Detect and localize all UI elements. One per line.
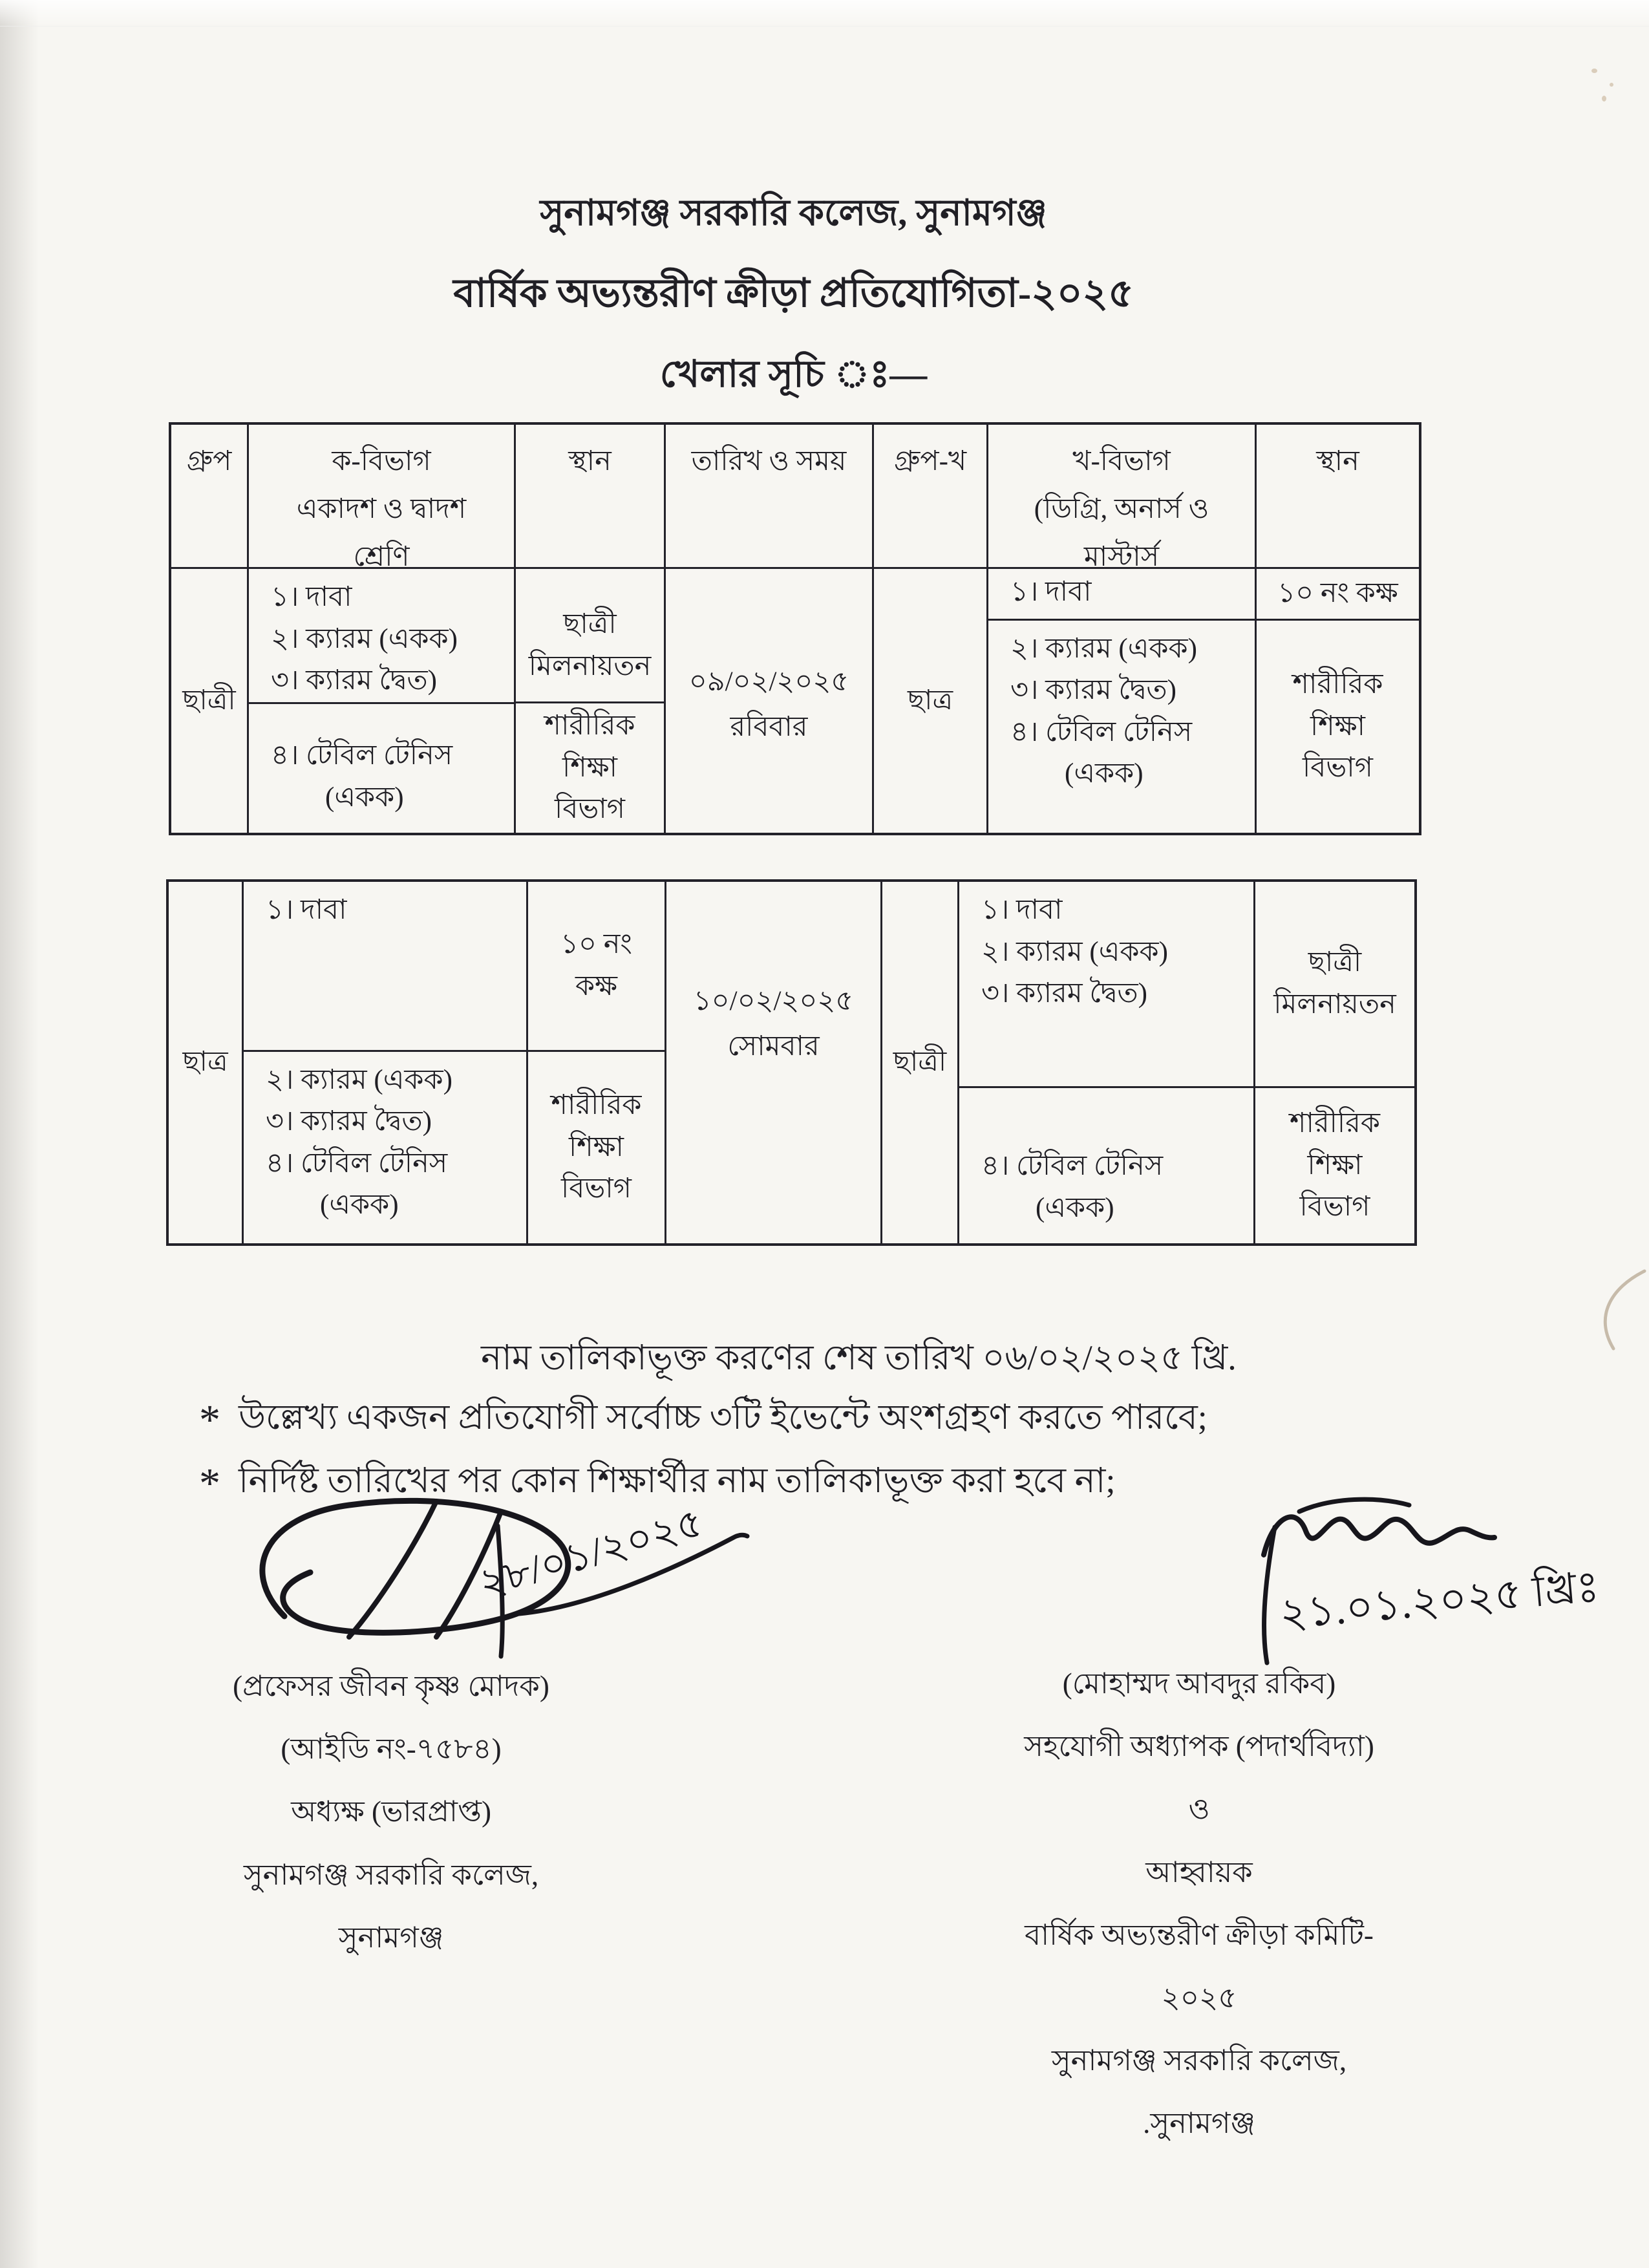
venue-line: বিভাগ	[1303, 753, 1373, 784]
venue-line: শিক্ষা	[562, 752, 618, 783]
venue-line: ছাত্রী	[1308, 947, 1362, 978]
registration-deadline-note: নাম তালিকাভূক্ত করণের শেষ তারিখ ০৬/০২/২০২৫ খ্রি.	[481, 1338, 1237, 1377]
header-group-ka	[171, 425, 247, 567]
event-item: ২। ক্যারম (একক)	[271, 623, 458, 654]
header-venue-kha	[1255, 425, 1419, 567]
event-title: বার্ষিক অভ্যন্তরীণ ক্রীড়া প্রতিযোগিতা-২০২৫	[453, 272, 1134, 316]
event-item: (একক)	[1036, 1192, 1114, 1223]
header-label: স্থান	[1316, 446, 1359, 476]
scan-left-edge-shadow	[0, 0, 39, 2268]
note-bullet-1	[199, 1390, 1207, 1448]
venue-value	[1257, 621, 1419, 833]
venue-line: বিভাগ	[561, 1173, 632, 1204]
venue-line: মিলনায়তন	[1273, 989, 1396, 1020]
header-label: তারিখ ও সময়	[691, 446, 847, 476]
date-value: ১০/০২/২০২৫	[693, 986, 854, 1016]
event-item: ২। ক্যারম (একক)	[981, 936, 1168, 967]
t1-events-kha-cell	[986, 567, 1255, 833]
venue-line: ১০ নং	[560, 929, 632, 960]
header-label: গ্রুপ-খ	[893, 446, 967, 476]
venue-value	[516, 569, 664, 703]
event-item: ৪। টেবিল টেনিস	[981, 1151, 1164, 1181]
day-value: সোমবার	[727, 1031, 820, 1062]
venue-line: বিভাগ	[1299, 1192, 1370, 1223]
conjunction: ও	[1188, 1793, 1210, 1826]
signer-role: আহ্বায়ক	[1145, 1856, 1253, 1888]
header-label: ক-বিভাগ	[332, 446, 431, 476]
t2-venue-ka-cell	[526, 882, 665, 1243]
group-value: ছাত্রী	[893, 1047, 947, 1078]
venue-line: বিভাগ	[555, 794, 625, 825]
event-item: ৩। ক্যারম দ্বৈত)	[266, 1106, 432, 1137]
venue-line: ছাত্রী	[563, 609, 617, 640]
event-item: ২। ক্যারম (একক)	[266, 1064, 452, 1095]
convener-signature-date: ২১.০১.২০২৫ খ্রিঃ	[1277, 1563, 1601, 1639]
venue-line: ১০ নং কক্ষ	[1277, 578, 1398, 609]
header-group-kha	[872, 425, 986, 567]
venue-value	[1255, 1088, 1414, 1243]
date-value: ০৯/০২/২০২৫	[688, 667, 849, 697]
venue-value	[528, 882, 665, 1052]
header-label: স্থান	[568, 446, 612, 476]
events-list	[959, 882, 1253, 1088]
signer-org: সুনামগঞ্জ	[338, 1921, 444, 1954]
t1-venue-ka-cell	[514, 567, 664, 833]
events-list	[244, 1052, 526, 1243]
event-item: ৪। টেবিল টেনিস	[1010, 716, 1193, 747]
venue-line: শারীরিক	[1292, 669, 1383, 700]
venue-value	[528, 1052, 665, 1243]
note-text: উল্লেখ্য একজন প্রতিযোগী সর্বোচ্চ ৩টি ইভেন্টে অংশগ্রহণ করতে পারবে;	[239, 1398, 1207, 1437]
venue-line: শারীরিক	[551, 1090, 642, 1121]
t2-datetime-cell	[665, 882, 880, 1243]
college-name-title: সুনামগঞ্জ সরকারি কলেজ, সুনামগঞ্জ	[540, 193, 1047, 233]
venue-line: শিক্ষা	[1310, 711, 1366, 742]
header-label: একাদশ ও দ্বাদশ	[296, 493, 467, 524]
scan-speck	[1591, 69, 1597, 73]
header-date-time	[664, 425, 872, 567]
asterisk-bullet-icon: *	[199, 1396, 220, 1444]
venue-line: শিক্ষা	[568, 1131, 624, 1162]
venue-line: শারীরিক	[1290, 1108, 1380, 1139]
header-label: মাস্টার্স	[1083, 541, 1160, 567]
event-item: (একক)	[320, 1190, 399, 1221]
scan-speck	[1602, 96, 1606, 102]
schedule-table-day2	[166, 879, 1417, 1246]
signer-org: সুনামগঞ্জ সরকারি কলেজ,	[1051, 2044, 1347, 2077]
group-value: ছাত্রী	[182, 685, 236, 716]
event-item: (একক)	[1065, 758, 1144, 789]
event-item: (একক)	[325, 782, 404, 813]
t1-group-kha-cell	[872, 567, 986, 833]
t1-datetime-cell	[664, 567, 872, 833]
t2-group-kha-cell	[880, 882, 957, 1243]
scan-wrinkle-mark	[1582, 1266, 1649, 1356]
events-list	[244, 882, 526, 1052]
asterisk-bullet-icon: *	[199, 1460, 220, 1507]
venue-line: শারীরিক	[544, 711, 635, 742]
venue-line: মিলনায়তন	[528, 650, 652, 681]
signer-org: .সুনামগঞ্জ	[1143, 2107, 1255, 2140]
t2-venue-kha-cell	[1253, 882, 1414, 1243]
header-label: খ-বিভাগ	[1072, 446, 1171, 476]
signer-id: (আইডি নং-৭৫৮৪)	[281, 1733, 502, 1766]
signer-name: (মোহাম্মদ আবদুর রকিব)	[1062, 1667, 1336, 1700]
header-section-ka	[247, 425, 514, 567]
group-value: ছাত্র	[907, 685, 953, 716]
schedule-table-day1	[169, 422, 1421, 835]
event-item: ৩। ক্যারম দ্বৈত)	[981, 978, 1147, 1009]
t1-venue-kha-cell	[1255, 567, 1419, 833]
event-item: ১। দাবা	[1010, 577, 1092, 607]
events-list	[249, 704, 514, 833]
events-list	[249, 569, 514, 704]
event-item: ৪। টেবিল টেনিস	[266, 1148, 448, 1179]
t2-events-kha-cell	[957, 882, 1253, 1243]
committee-name: বার্ষিক অভ্যন্তরীণ ক্রীড়া কমিটি-	[1025, 1918, 1374, 1951]
note-text: নির্দিষ্ট তারিখের পর কোন শিক্ষার্থীর নাম তালিকাভূক্ত করা হবে না;	[239, 1461, 1116, 1500]
t2-events-ka-cell	[242, 882, 526, 1243]
principal-signature-block	[171, 1655, 611, 1969]
venue-value	[516, 703, 664, 833]
t1-group-ka-cell	[171, 567, 247, 833]
scan-top-edge	[0, 0, 1649, 27]
signer-title: সহযোগী অধ্যাপক (পদার্থবিদ্যা)	[1024, 1730, 1374, 1763]
event-item: ৩। ক্যারম দ্বৈত)	[1010, 675, 1176, 706]
signer-name: (প্রফেসর জীবন কৃষ্ণ মোদক)	[233, 1670, 549, 1702]
committee-year: ২০২৫	[1161, 1981, 1237, 2014]
day-value: রবিবার	[730, 711, 808, 742]
signer-title: অধ্যক্ষ (ভারপ্রাপ্ত)	[291, 1795, 491, 1828]
principal-signature-date: ২৮/০১/২০২৫	[474, 1501, 708, 1607]
group-value: ছাত্র	[182, 1047, 228, 1078]
event-item: ১। দাবা	[981, 895, 1063, 925]
header-label: (ডিগ্রি, অনার্স ও	[1034, 493, 1209, 524]
header-label: গ্রুপ	[186, 446, 232, 476]
header-section-kha	[986, 425, 1255, 567]
events-list	[988, 621, 1255, 833]
scan-speck	[1610, 83, 1613, 87]
event-item: ৩। ক্যারম দ্বৈত)	[271, 665, 437, 696]
venue-value	[1255, 882, 1414, 1088]
convener-signature-block	[973, 1653, 1425, 2156]
event-item: ১। দাবা	[271, 582, 352, 612]
events-list	[988, 569, 1255, 621]
events-list	[959, 1088, 1253, 1243]
header-venue-ka	[514, 425, 664, 567]
t1-events-ka-cell	[247, 567, 514, 833]
venue-line: শিক্ষা	[1307, 1150, 1363, 1181]
t2-group-ka-cell	[169, 882, 242, 1243]
schedule-heading: খেলার সূচি ঃ—	[659, 353, 928, 395]
event-item: ১। দাবা	[266, 895, 347, 925]
event-item: ২। ক্যারম (একক)	[1010, 633, 1197, 664]
venue-line: কক্ষ	[575, 970, 617, 1001]
venue-value	[1257, 569, 1419, 621]
header-label: শ্রেণি	[353, 541, 410, 567]
event-item: ৪। টেবিল টেনিস	[271, 740, 453, 771]
signer-org: সুনামগঞ্জ সরকারি কলেজ,	[243, 1858, 539, 1891]
